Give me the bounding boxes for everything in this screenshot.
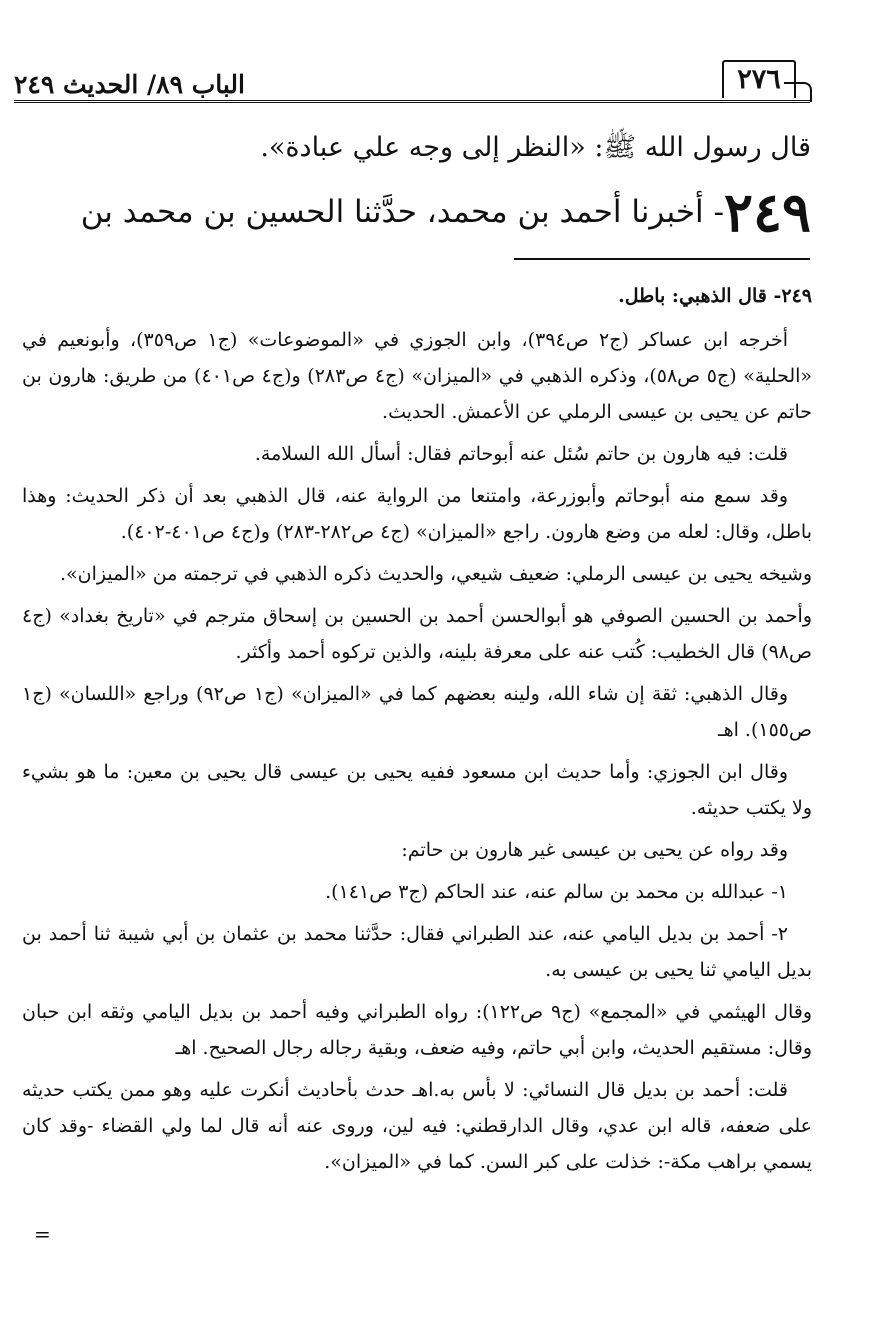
- footnote-paragraph: قلت: فيه هارون بن حاتم سُئل عنه أبوحاتم فقال: أسأل الله السلامة.: [254, 443, 788, 465]
- hadith-number: ٢٤٩: [723, 180, 811, 244]
- chapter-title: الباب ٨٩/ الحديث ٢٤٩: [14, 70, 245, 99]
- intro-line: قال رسول الله ﷺ: «النظر إلى وجه علي عبادة».: [260, 132, 811, 163]
- page-header: [0, 60, 879, 104]
- footnote-paragraph: أخرجه ابن عساكر (ج٢ ص٣٩٤)، وابن الجوزي في «الموضوعات» (ج١ ص٣٥٩)، وأبونعيم في «الحلية» (ج٥ ص٥٨)، وذكره الذهبي في «الميزان» (ج٤ ص٢٨٣) و(ج٤ ص٤٠١) من طريق: هارون بن حاتم عن يحيى بن عيسى الرملي عن الأعمش. الحديث.: [22, 329, 813, 423]
- footnote-paragraph: وشيخه يحيى بن عيسى الرملي: ضعيف شيعي، والحديث ذكره الذهبي في ترجمته من «الميزان».: [59, 563, 812, 585]
- footnotes: [22, 278, 812, 1186]
- footnote-paragraph: وأحمد بن الحسين الصوفي هو أبوالحسن أحمد بن الحسين بن إسحاق مترجم في «تاريخ بغداد» (ج٤ ص٩٨) قال الخطيب: كُتب عنه على معرفة بلينه، والذين تركوه أحمد وأكثر.: [22, 605, 813, 663]
- footnote-paragraph: ١- عبدالله بن محمد بن سالم عنه، عند الحاكم (ج٣ ص١٤١).: [325, 881, 788, 903]
- continuation-mark: =: [34, 1222, 51, 1246]
- footnote-paragraph: قلت: أحمد بن بديل قال النسائي: لا بأس به.اهـ حدث بأحاديث أنكرت عليه وهو ممن يكتب حديثه على ضعفه، قاله ابن عدي، وقال الدارقطني: فيه لين، وروى عنه أنه قال لما ولي القضاء -وقد كان يسمي براهب مكة-: خذلت على كبر السن. كما في «الميزان».: [22, 1079, 812, 1173]
- footnote-paragraph: وقد رواه عن يحيى بن عيسى غير هارون بن حاتم:: [401, 839, 788, 861]
- page-number: ٢٧٦: [722, 60, 796, 98]
- footnote-heading: ٢٤٩- قال الذهبي: باطل.: [618, 285, 812, 307]
- footnote-divider: [514, 258, 810, 260]
- header-rule: [14, 100, 810, 103]
- hadith-text: - أخبرنا أحمد بن محمد، حدَّثنا الحسين بن محمد بن: [80, 194, 724, 230]
- footnote-paragraph: وقال الذهبي: ثقة إن شاء الله، ولينه بعضهم كما في «الميزان» (ج١ ص٩٢) وراجع «اللسان» (ج١ ص١٥٥). اهـ: [22, 683, 812, 741]
- footnote-paragraph: وقد سمع منه أبوحاتم وأبوزرعة، وامتنعا من الرواية عنه، قال الذهبي بعد أن ذكر الحديث: وهذا باطل، وقال: لعله من وضع هارون. راجع «الميزان» (ج٤ ص٢٨٢-٢٨٣) و(ج٤ ص٤٠١-٤٠٢).: [22, 485, 812, 543]
- footnote-paragraph: ٢- أحمد بن بديل اليامي عنه، عند الطبراني فقال: حدَّثنا محمد بن عثمان بن أبي شيبة ثنا أحمد بن بديل اليامي ثنا يحيى بن عيسى به.: [22, 923, 812, 981]
- footnote-paragraph: وقال ابن الجوزي: وأما حديث ابن مسعود ففيه يحيى بن عيسى قال يحيى بن معين: ما هو بشيء ولا يكتب حديثه.: [22, 761, 812, 819]
- page-number-frame-ornament: [784, 82, 812, 102]
- hadith-line: [30, 180, 811, 244]
- footnote-paragraph: وقال الهيثمي في «المجمع» (ج٩ ص١٢٢): رواه الطبراني وفيه أحمد بن بديل اليامي وثقه ابن حبان وقال: مستقيم الحديث، وابن أبي حاتم، وفيه ضعف، وبقية رجاله رجال الصحيح. اهـ: [22, 1001, 812, 1059]
